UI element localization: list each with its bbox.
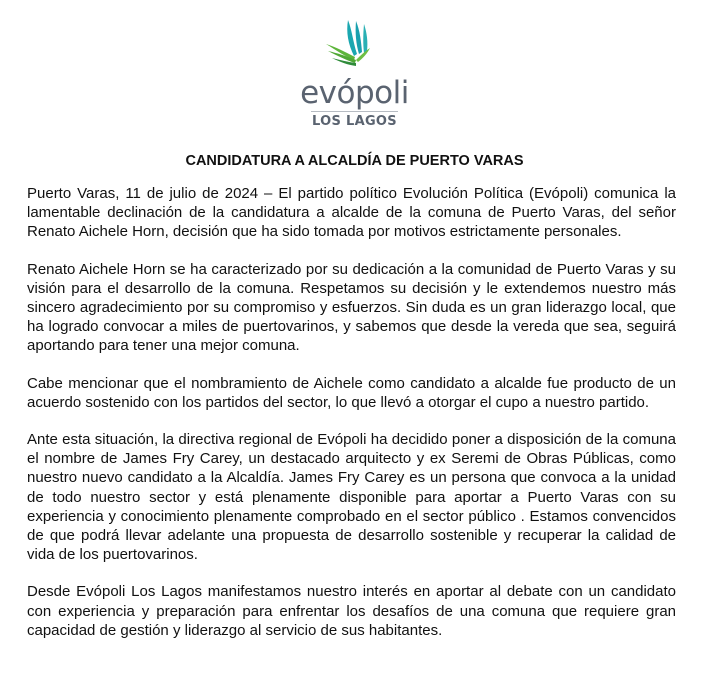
brand-region: LOS LAGOS [312, 114, 397, 129]
document-body [27, 184, 676, 658]
paragraph-5: Desde Evópoli Los Lagos manifestamos nuestro interés en aportar al debate con un candidato con experiencia y preparación para enfrentar los desafíos de una comuna que requiere gran capacidad de gestión y liderazgo al servicio de sus habitantes. [27, 583, 676, 639]
brand-divider [311, 111, 398, 112]
brand-name: evópoli [300, 75, 409, 111]
document-title: CANDIDATURA A ALCALDÍA DE PUERTO VARAS [185, 153, 524, 169]
paragraph-1: Puerto Varas, 11 de julio de 2024 – El partido político Evolución Política (Evópoli) comunica la lamentable declinación de la candidatura a alcalde de la comuna de Puerto Varas, del señor Renato Aichele Horn, decisión que ha sido tomada por motivos estrictamente personales. [27, 185, 676, 241]
paragraph-2: Renato Aichele Horn se ha caracterizado por su dedicación a la comunidad de Puerto Varas y su visión para el desarrollo de la comuna. Respetamos su decisión y le extendemos nuestro más sincero agradecimiento por su compromiso y esfuerzos. Sin duda es un gran liderazgo local, que ha logrado convocar a miles de puertovarinos, y sabemos que desde la vereda que sea, seguirá aportando para tener una mejor comuna. [27, 260, 676, 355]
evopoli-logo [0, 0, 709, 140]
evopoli-wing-icon [318, 18, 390, 80]
paragraph-3: Cabe mencionar que el nombramiento de Aichele como candidato a alcalde fue producto de un acuerdo sostenido con los partidos del sector, lo que llevó a otorgar el cupo a nuestro partido. [27, 374, 676, 411]
paragraph-4: Ante esta situación, la directiva regional de Evópoli ha decidido poner a disposición de la comuna el nombre de James Fry Carey, un destacado arquitecto y ex Seremi de Obras Públicas, como nuestro nuevo candidato a la Alcaldía. James Fry Carey es un persona que convoca a la unidad de todo nuestro sector y está plenamente disponible para aportar a Puerto Varas con su experiencia y conocimiento plenamente comprobado en el sector público . Estamos convencidos de que podrá llevar adelante una propuesta de desarrollo sostenible y recuperar la calidad de vida de los puertovarinos. [27, 431, 676, 564]
